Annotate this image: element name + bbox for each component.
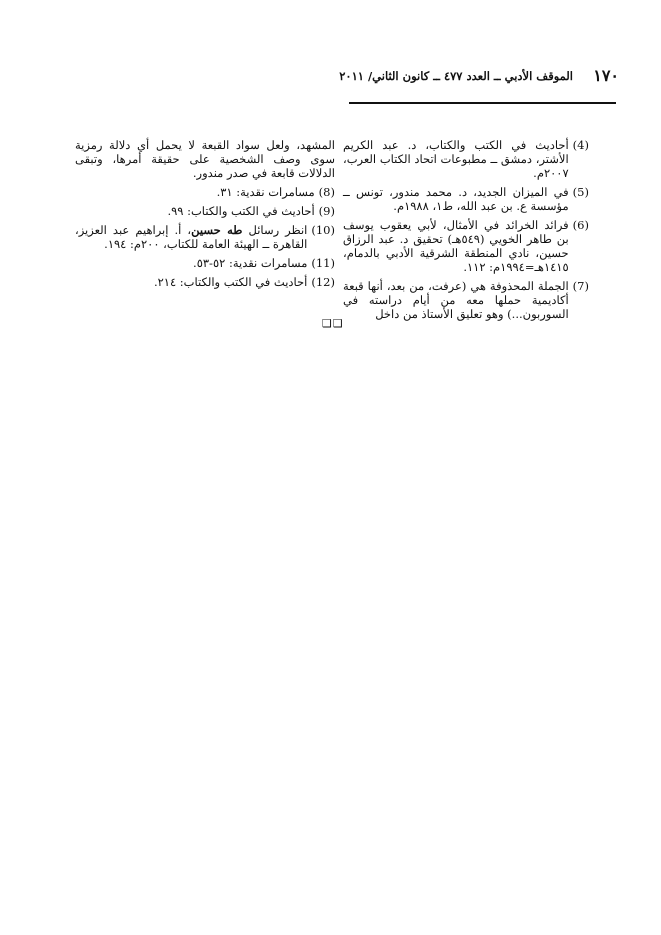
footnote-8 xyxy=(75,185,335,199)
footnote-text: مسامرات نقدية: ٣١. xyxy=(216,185,315,199)
footnote-12 xyxy=(75,275,335,289)
footnote-number: (4) xyxy=(572,138,589,152)
footnote-text: أحاديث في الكتب والكتاب، د. عبد الكريم الأشتر، دمشق ــ مطبوعات اتحاد الكتاب العرب، ٢٠٠٧م. xyxy=(343,138,569,180)
footnote-6 xyxy=(343,218,589,274)
footnote-5 xyxy=(343,185,589,213)
end-of-article-mark: ❑❑ xyxy=(322,317,344,330)
footnote-number: (6) xyxy=(572,218,589,232)
running-title: الموقف الأدبي ــ العدد ٤٧٧ ــ كانون الثاني/ ٢٠١١ xyxy=(339,69,573,83)
page-number: ١٧٠ xyxy=(593,66,619,85)
footnote-text: الجملة المحذوفة هي (عرفت، من بعد، أنها قبعة أكاديمية حملها معه من أيام دراسته في السوربون...) وهو تعليق الأستاذ من داخل xyxy=(343,279,569,321)
footnote-10 xyxy=(75,223,335,251)
footnote-4 xyxy=(343,138,589,180)
footnote-number: (8) xyxy=(318,185,335,199)
footnotes-left-column xyxy=(75,138,335,294)
footnote-7-continuation: المشهد، ولعل سواد القبعة لا يحمل أي دلالة رمزية سوى وصف الشخصية على حقيقة أمرها، وتبقى الدلالات قابعة في صدر مندور. xyxy=(75,138,335,180)
author-name-bold: طه حسين xyxy=(191,223,243,237)
footnote-7 xyxy=(343,279,589,321)
header-rule xyxy=(349,102,616,104)
page-header xyxy=(336,64,619,102)
footnote-11 xyxy=(75,256,335,270)
footnote-text: في الميزان الجديد، د. محمد مندور، تونس ــ مؤسسة ع. بن عبد الله، ط١، ١٩٨٨م. xyxy=(343,185,569,213)
footnote-text: أحاديث في الكتب والكتاب: ٢١٤. xyxy=(153,275,308,289)
footnote-number: (12) xyxy=(311,275,335,289)
footnote-number: (7) xyxy=(572,279,589,293)
footnote-9 xyxy=(75,204,335,218)
footnotes-right-column xyxy=(343,138,589,326)
footnote-number: (11) xyxy=(311,256,335,270)
footnote-number: (5) xyxy=(572,185,589,199)
footnote-number: (10) xyxy=(311,223,335,237)
footnote-number: (9) xyxy=(318,204,335,218)
footnote-text xyxy=(75,223,307,251)
footnote-text-after: ، أ. إبراهيم عبد العزيز، القاهرة ــ الهيئة العامة للكتاب، ٢٠٠م: ١٩٤. xyxy=(75,223,308,251)
footnote-text: مسامرات نقدية: ٥٢-٥٣. xyxy=(193,256,308,270)
footnote-text-before: انظر رسائل xyxy=(242,223,308,237)
footnote-text: أحاديث في الكتب والكتاب: ٩٩. xyxy=(167,204,315,218)
footnote-text: فرائد الخرائد في الأمثال، لأبي يعقوب يوسف بن طاهر الخويي (٥٤٩هـ) تحقيق د. عبد الرزاق حسين، نادي المنطقة الشرقية الأدبي بالدمام، ١٤١٥هـ=١٩٩٤م: ١١٢. xyxy=(343,218,569,274)
